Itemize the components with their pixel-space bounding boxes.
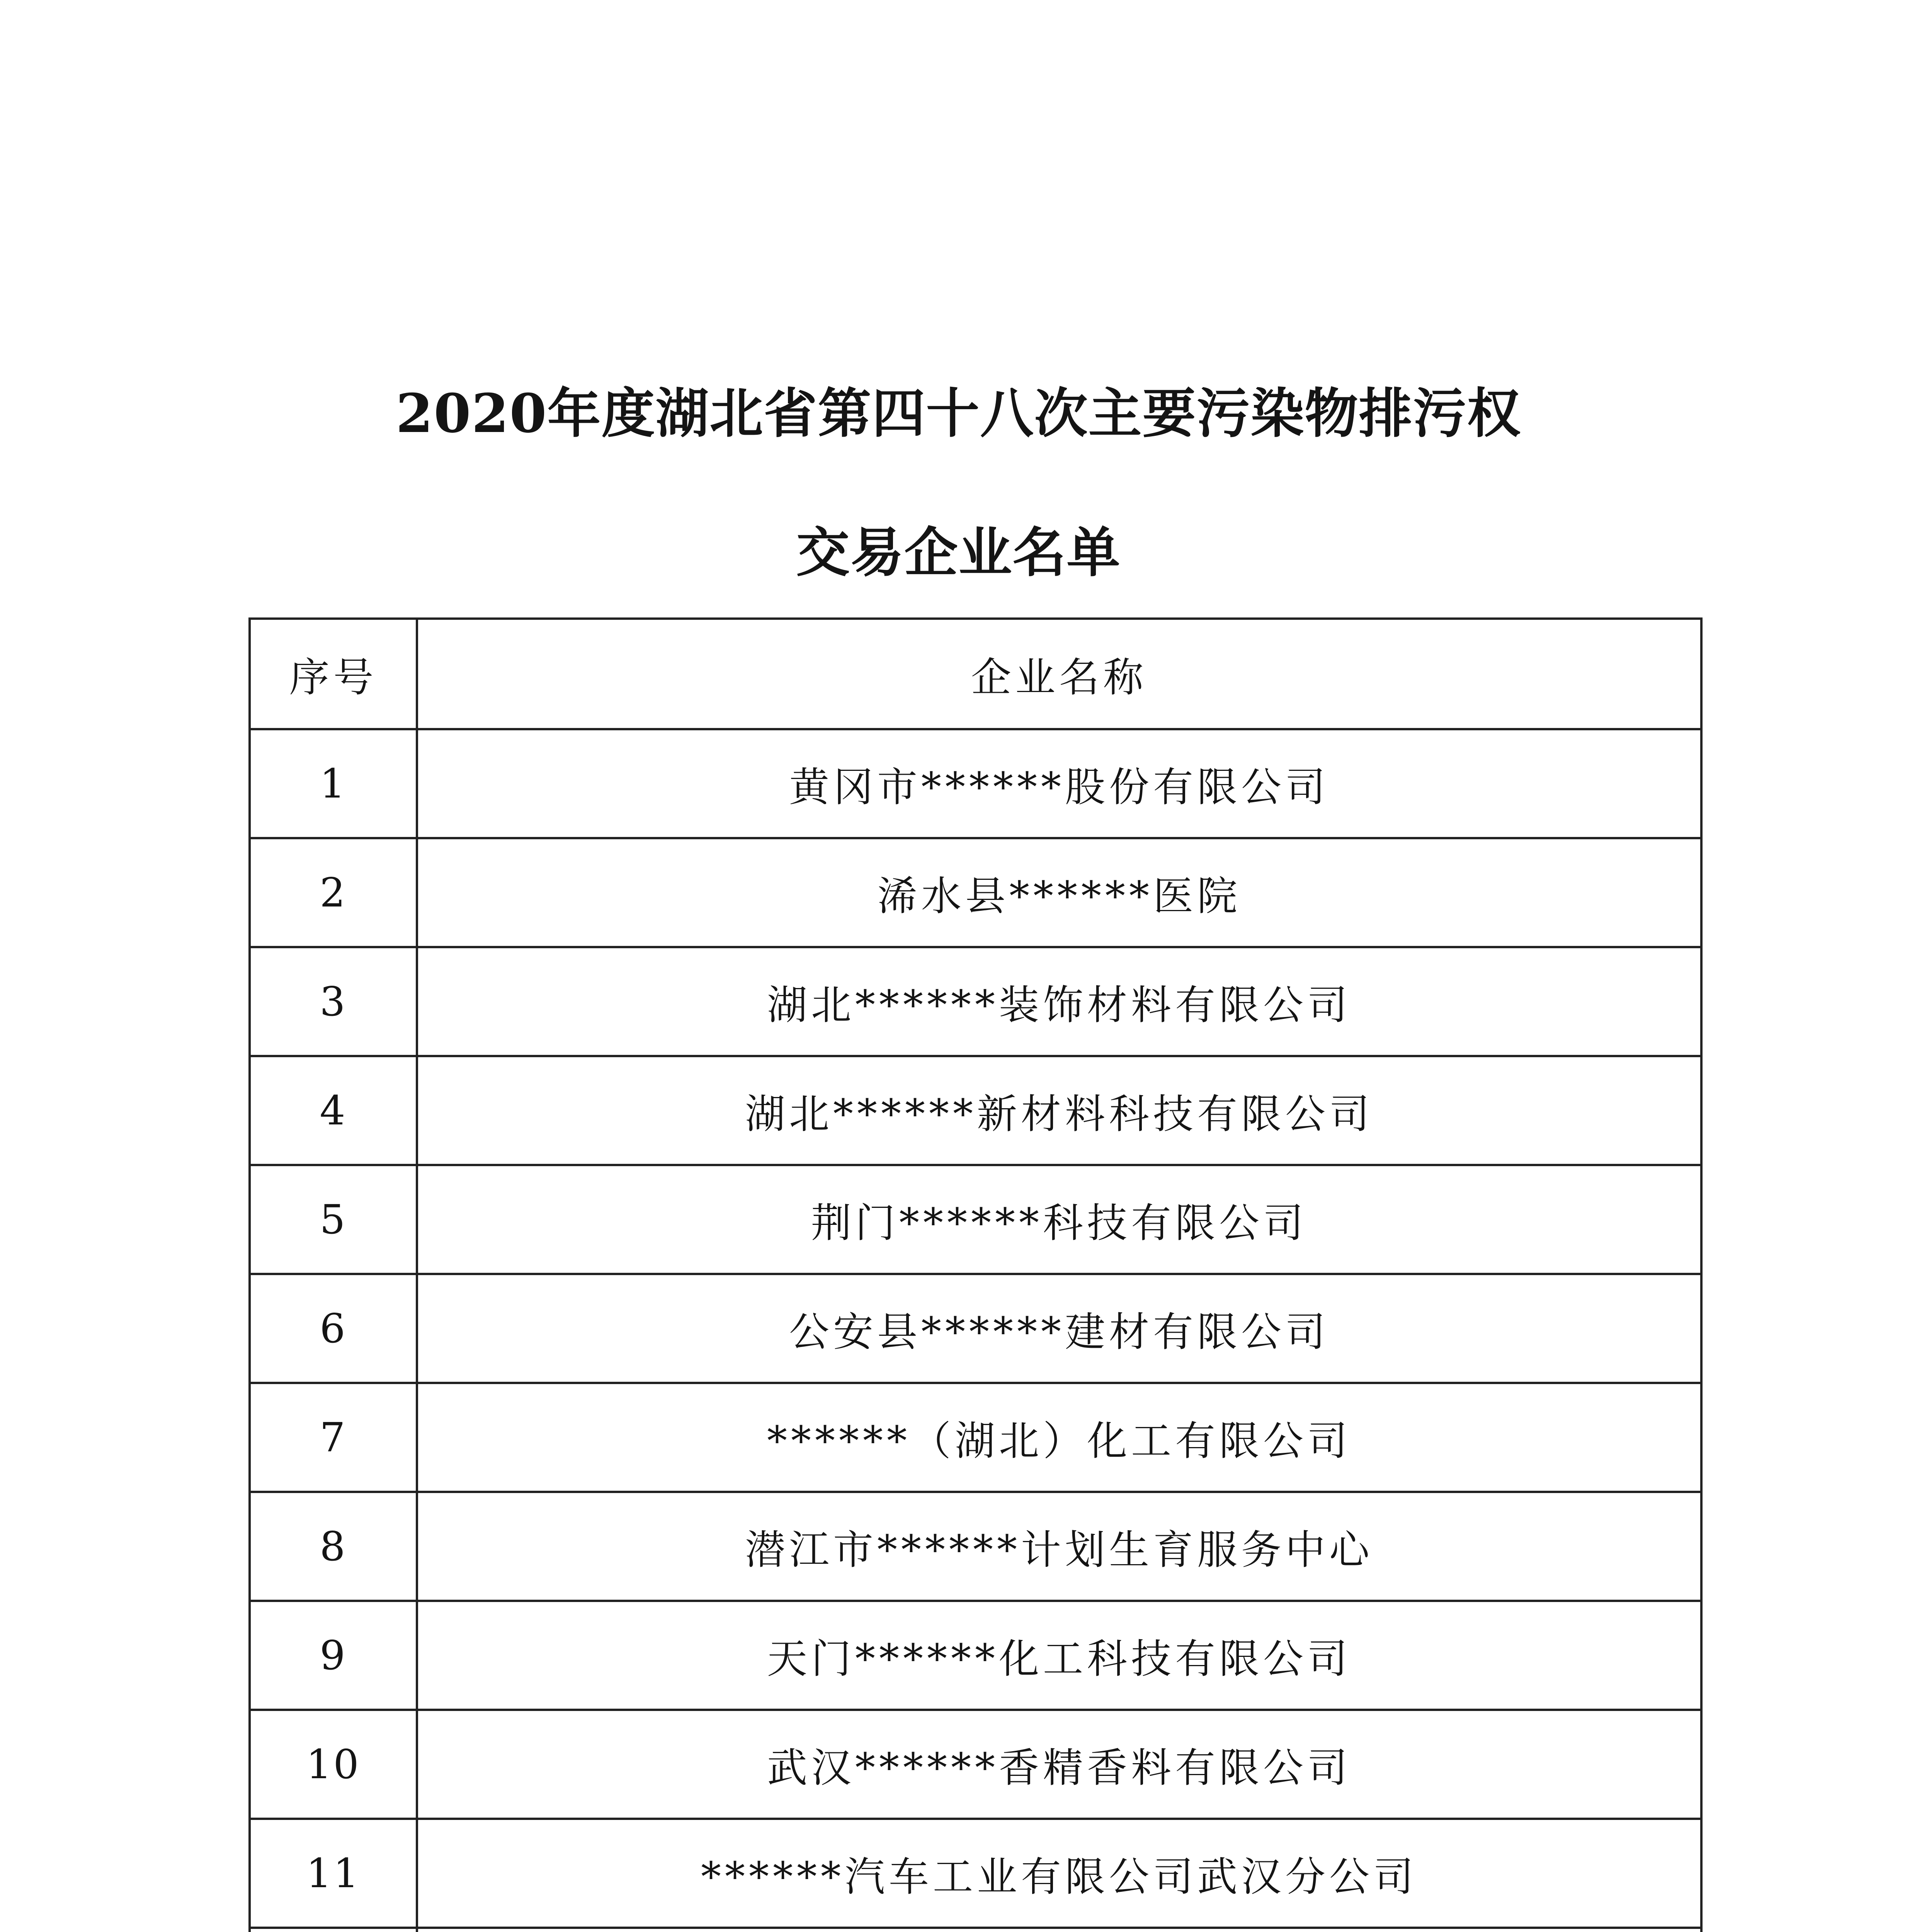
table-row [250, 838, 1701, 947]
row-enterprise-name: 黄冈市******股份有限公司 [417, 729, 1701, 838]
table-row [250, 1274, 1701, 1383]
row-seq: 8 [250, 1492, 417, 1601]
row-enterprise-name: 湖北******装饰材料有限公司 [417, 947, 1701, 1056]
table-row [250, 947, 1701, 1056]
row-seq: 4 [250, 1056, 417, 1165]
document-title-line-1: 2020年度湖北省第四十八次主要污染物排污权 [396, 382, 1521, 445]
table-row [250, 1601, 1701, 1710]
row-enterprise-name: 武汉******香精香料有限公司 [417, 1710, 1701, 1819]
row-enterprise-name: ******汽车工业有限公司武汉分公司 [417, 1819, 1701, 1928]
table-row [250, 1710, 1701, 1819]
header-seq: 序号 [250, 619, 417, 729]
row-enterprise-name: 浠水县******医院 [417, 838, 1701, 947]
row-seq: 9 [250, 1601, 417, 1710]
row-seq [250, 1928, 417, 1932]
row-seq: 6 [250, 1274, 417, 1383]
row-seq: 1 [250, 729, 417, 838]
row-enterprise-name: 湖北******新材料科技有限公司 [417, 1056, 1701, 1165]
table-row [250, 1928, 1701, 1932]
table-row [250, 729, 1701, 838]
row-seq: 3 [250, 947, 417, 1056]
document-title-line-2: 交易企业名单 [796, 521, 1121, 584]
table-row [250, 1492, 1701, 1601]
row-seq: 11 [250, 1819, 417, 1928]
row-seq: 10 [250, 1710, 417, 1819]
enterprise-table-container [248, 617, 1700, 1932]
row-enterprise-name [417, 1928, 1701, 1932]
row-enterprise-name: 荆门******科技有限公司 [417, 1165, 1701, 1274]
table-header-row [250, 619, 1701, 729]
table-row [250, 1383, 1701, 1492]
row-enterprise-name: ******（湖北）化工有限公司 [417, 1383, 1701, 1492]
table-row [250, 1056, 1701, 1165]
table-row [250, 1819, 1701, 1928]
row-enterprise-name: 天门******化工科技有限公司 [417, 1601, 1701, 1710]
row-seq: 7 [250, 1383, 417, 1492]
row-enterprise-name: 潜江市******计划生育服务中心 [417, 1492, 1701, 1601]
row-seq: 2 [250, 838, 417, 947]
table-row [250, 1165, 1701, 1274]
header-name: 企业名称 [417, 619, 1701, 729]
row-enterprise-name: 公安县******建材有限公司 [417, 1274, 1701, 1383]
row-seq: 5 [250, 1165, 417, 1274]
enterprise-table [248, 617, 1703, 1932]
